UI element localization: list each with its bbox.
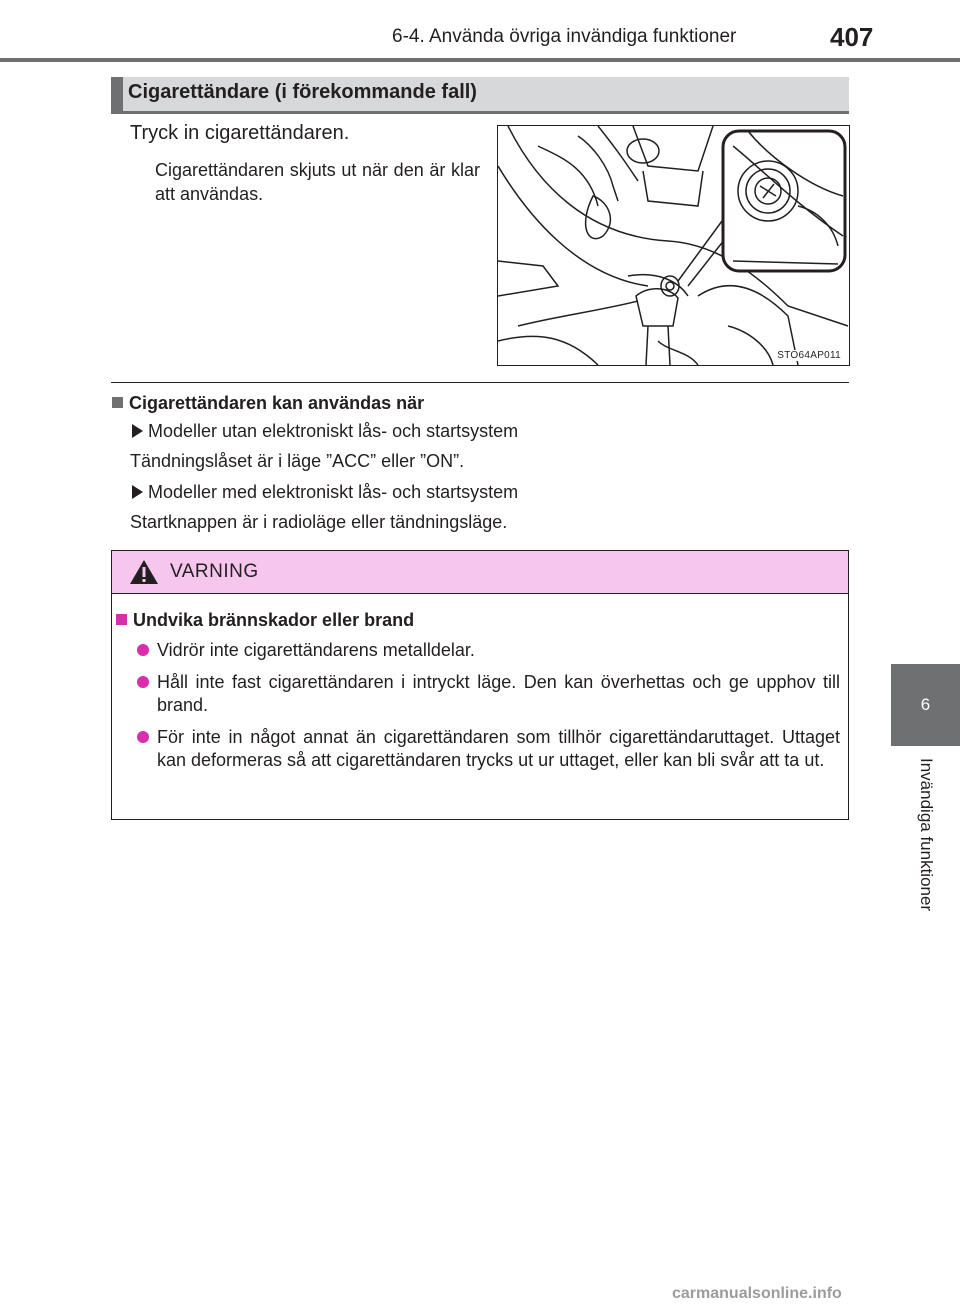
square-bullet-icon — [116, 614, 127, 625]
section-marker — [111, 77, 123, 111]
chapter-side-label — [912, 758, 952, 948]
model-condition: Tändningslåset är i läge ”ACC” eller ”ON”. — [130, 451, 465, 471]
conditions-heading — [112, 393, 424, 414]
model-label: Modeller utan elektroniskt lås- och startsystem — [132, 421, 518, 442]
section-divider — [111, 382, 849, 383]
header-rule — [0, 58, 960, 62]
warning-label: VARNING — [170, 561, 259, 582]
triangle-bullet-icon — [132, 485, 143, 499]
cigarette-lighter-illustration — [497, 125, 850, 366]
round-bullet-icon — [137, 676, 149, 688]
model-condition: Startknappen är i radioläge eller tändningsläge. — [130, 512, 508, 532]
warning-box — [111, 550, 849, 820]
footer-watermark: carmanualsonline.info — [672, 1285, 842, 1302]
section-title: Cigarettändare (i förekommande fall) — [128, 81, 477, 103]
warning-item: Vidrör inte cigarettändarens metalldelar. — [157, 639, 840, 662]
instruction-step: Tryck in cigarettändaren. — [130, 122, 350, 144]
section-title-bar — [111, 77, 849, 114]
dashboard-drawing — [498, 126, 849, 365]
illustration-code: STO64AP011 — [777, 350, 841, 361]
warning-triangle-icon — [129, 559, 159, 585]
chapter-title: Invändiga funktioner — [917, 758, 936, 912]
instruction-note: Cigarettändaren skjuts ut när den är klar att användas. — [155, 160, 480, 204]
page-number: 407 — [830, 22, 874, 52]
triangle-bullet-icon — [132, 424, 143, 438]
round-bullet-icon — [137, 644, 149, 656]
round-bullet-icon — [137, 731, 149, 743]
square-bullet-icon — [112, 397, 123, 408]
model-label: Modeller med elektroniskt lås- och startsystem — [132, 482, 518, 503]
warning-heading: Undvika brännskador eller brand — [116, 610, 414, 631]
warning-item: Håll inte fast cigarettändaren i intryckt läge. Den kan överhettas och ge upphov till brand. — [157, 671, 840, 717]
chapter-tab: 6 — [891, 664, 960, 746]
warning-item: För inte in något annat än cigarettändaren som tillhör cigarettändaruttaget. Uttaget kan deformeras så att cigarettändaren trycks ut ur uttaget, eller kan bli svår att ta ut. — [157, 726, 840, 772]
conditions-heading-text: Cigarettändaren kan användas när — [129, 393, 425, 413]
running-header-section: 6-4. Använda övriga invändiga funktioner — [392, 26, 737, 47]
warning-header — [112, 551, 848, 594]
